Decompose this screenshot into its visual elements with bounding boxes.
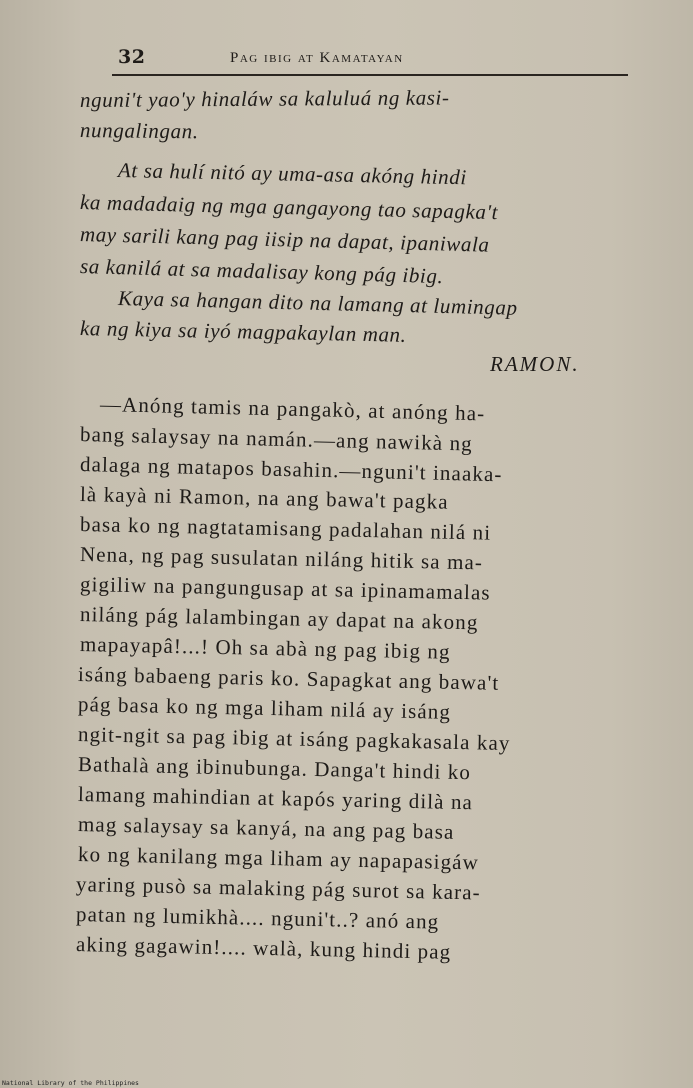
narrative-line: —Anóng tamis na pangakò, at anóng ha- [99,392,486,426]
page-header [112,44,632,82]
narrative-line: dalaga ng matapos basahin.—nguni't inaaka- [79,452,503,487]
narrative-line: bang salaysay na namán.—ang nawikà ng [79,422,474,456]
running-title: Pag ibig at Kamatayan [230,50,404,66]
narrative-line: mapayapâ!...! Oh sa abà ng pag ibig ng [79,632,451,664]
letter-line: Kaya sa hangan dito na lamang at lumingap [117,286,518,320]
library-credit: National Library of the Philippines [2,1079,139,1087]
page-number: 32 [118,46,146,68]
narrative-line: patan ng lumikhà.... nguni't..? anó ang [75,902,440,934]
header-rule [112,74,628,76]
narrative-line: mag salaysay sa kanyá, na ang pag basa [77,812,455,844]
letter-signature: RAMON. [490,352,580,376]
narrative-line: lamang mahindian at kapós yaring dilà na [77,782,474,815]
narrative-line: ko ng kanilang mga liham ay napapasigáw [77,842,480,875]
letter-line: nungalingan. [79,118,199,144]
narrative-line: basa ko ng nagtatamisang padalahan nilá ni [79,512,492,545]
narrative-line: isáng babaeng paris ko. Sapagkat ang bawa't [77,662,500,695]
letter-line: At sa hulí nitó ay uma-asa akóng hindi [117,158,468,190]
letter-line: sa kanilá at sa madalisay kong pág ibig. [79,254,444,289]
narrative-line: yaring pusò sa malaking pág surot sa kara- [75,872,482,905]
letter-line: nguni't yao'y hinaláw sa kaluluá ng kasi- [79,85,450,112]
letter-line: ka madadaig ng mga gangayong tao sapagka't [79,190,499,225]
letter-line: ka ng kiya sa iyó magpakaylan man. [79,316,407,347]
narrative-line: pág basa ko ng mga liham nilá ay isáng [77,692,452,724]
narrative-line: gigiliw na pangungusap at sa ipinamamalas [79,572,491,605]
letter-line: may sarili kang pag iisip na dapat, ipaniwala [79,222,490,257]
narrative-line: niláng pág lalambingan ay dapat na akong [79,602,479,635]
narrative-line: là kayà ni Ramon, na ang bawa't pagka [79,482,449,514]
narrative-line: Nena, ng pag susulatan niláng hitik sa ma- [79,542,484,575]
narrative-line: ngit-ngit sa pag ibig at isáng pagkakasala kay [77,722,511,756]
narrative-line: Bathalà ang ibinubunga. Danga't hindi ko [77,752,472,785]
narrative-line: aking gagawin!.... walà, kung hindi pag [75,932,452,964]
